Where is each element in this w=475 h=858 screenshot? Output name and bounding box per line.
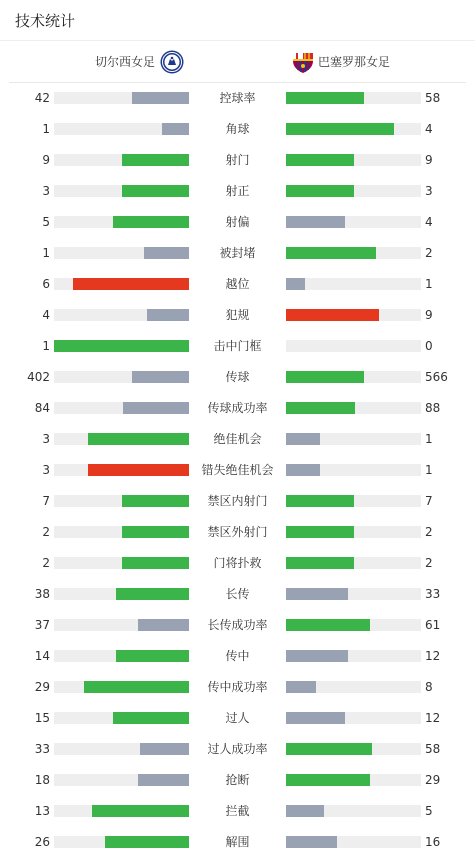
away-bar-fill	[286, 526, 354, 538]
home-bar-fill	[147, 309, 189, 321]
away-value: 88	[425, 401, 441, 415]
stat-row	[0, 672, 475, 703]
home-bar-track	[54, 402, 189, 414]
home-bar-fill	[140, 743, 189, 755]
home-bar-track	[54, 433, 189, 445]
home-bar-fill	[138, 619, 189, 631]
away-value: 3	[425, 184, 433, 198]
stat-row	[0, 486, 475, 517]
away-bar-fill	[286, 774, 370, 786]
home-value: 42	[34, 91, 50, 105]
away-bar-track	[286, 185, 421, 197]
home-bar-track	[54, 309, 189, 321]
away-bar-track	[286, 557, 421, 569]
away-value: 0	[425, 339, 433, 353]
home-bar-track	[54, 371, 189, 383]
away-bar-track	[286, 743, 421, 755]
stat-row	[0, 765, 475, 796]
away-bar-track	[286, 495, 421, 507]
home-value: 18	[34, 773, 50, 787]
home-bar-fill	[122, 185, 190, 197]
stat-label: 射偏	[225, 215, 250, 229]
home-value: 15	[34, 711, 50, 725]
stat-label: 长传成功率	[207, 618, 268, 632]
home-value: 29	[34, 680, 50, 694]
home-bar-fill	[122, 495, 190, 507]
home-value: 14	[34, 649, 50, 663]
away-bar-fill	[286, 464, 320, 476]
away-bar-track	[286, 154, 421, 166]
home-bar-track	[54, 557, 189, 569]
home-value: 37	[34, 618, 50, 632]
home-bar-fill	[122, 526, 190, 538]
home-value: 402	[27, 370, 50, 384]
stat-label: 解围	[225, 835, 250, 849]
away-bar-track	[286, 371, 421, 383]
stat-label: 传球成功率	[207, 401, 268, 415]
home-value: 7	[42, 494, 50, 508]
home-bar-fill	[162, 123, 189, 135]
home-bar-fill	[138, 774, 189, 786]
away-bar-track	[286, 619, 421, 631]
away-bar-fill	[286, 123, 394, 135]
stat-row	[0, 269, 475, 300]
stat-label: 控球率	[219, 91, 256, 105]
home-bar-fill	[122, 557, 190, 569]
home-value: 38	[34, 587, 50, 601]
home-value: 26	[34, 835, 50, 849]
stats-header	[0, 0, 475, 41]
away-bar-fill	[286, 805, 324, 817]
home-bar-track	[54, 743, 189, 755]
away-value: 9	[425, 308, 433, 322]
away-team[interactable]	[291, 41, 390, 82]
home-bar-track	[54, 216, 189, 228]
home-bar-fill	[113, 712, 189, 724]
away-value: 1	[425, 277, 433, 291]
home-value: 5	[42, 215, 50, 229]
home-bar-fill	[88, 433, 189, 445]
away-bar-fill	[286, 712, 345, 724]
home-value: 4	[42, 308, 50, 322]
away-value: 1	[425, 463, 433, 477]
stats-list	[0, 83, 475, 858]
away-bar-fill	[286, 278, 305, 290]
stat-row	[0, 796, 475, 827]
stat-row	[0, 393, 475, 424]
home-value: 13	[34, 804, 50, 818]
away-value: 12	[425, 711, 441, 725]
stat-label: 越位	[225, 277, 250, 291]
away-bar-fill	[286, 588, 348, 600]
stat-label: 禁区外射门	[207, 525, 268, 539]
home-bar-track	[54, 650, 189, 662]
away-bar-fill	[286, 433, 320, 445]
away-value: 4	[425, 122, 433, 136]
stat-label: 禁区内射门	[207, 494, 268, 508]
away-bar-track	[286, 433, 421, 445]
stat-row	[0, 548, 475, 579]
stat-label: 拦截	[225, 804, 250, 818]
home-bar-fill	[88, 464, 189, 476]
home-bar-track	[54, 340, 189, 352]
stat-row	[0, 703, 475, 734]
away-value: 12	[425, 649, 441, 663]
away-value: 33	[425, 587, 441, 601]
away-value: 2	[425, 556, 433, 570]
barcelona-crest-icon	[291, 50, 315, 74]
away-value: 58	[425, 742, 441, 756]
stat-label: 传球	[225, 370, 250, 384]
stat-label: 绝佳机会	[213, 432, 262, 446]
away-value: 566	[425, 370, 448, 384]
home-bar-fill	[132, 371, 189, 383]
stat-label: 过人成功率	[207, 742, 268, 756]
home-team-name: 切尔西女足	[94, 55, 155, 69]
home-bar-track	[54, 464, 189, 476]
stat-label: 长传	[225, 587, 250, 601]
stat-row	[0, 424, 475, 455]
home-value: 1	[42, 246, 50, 260]
stat-row	[0, 579, 475, 610]
stat-row	[0, 114, 475, 145]
chelsea-crest-icon	[160, 50, 184, 74]
away-bar-fill	[286, 247, 376, 259]
home-bar-track	[54, 154, 189, 166]
away-bar-fill	[286, 836, 337, 848]
away-bar-track	[286, 464, 421, 476]
home-value: 2	[42, 556, 50, 570]
home-bar-track	[54, 712, 189, 724]
away-value: 61	[425, 618, 441, 632]
away-team-name: 巴塞罗那女足	[318, 55, 391, 69]
home-bar-fill	[105, 836, 189, 848]
stat-row	[0, 362, 475, 393]
stat-row	[0, 238, 475, 269]
home-bar-fill	[144, 247, 189, 259]
away-bar-track	[286, 805, 421, 817]
home-bar-track	[54, 836, 189, 848]
home-bar-fill	[132, 92, 189, 104]
away-bar-fill	[286, 557, 354, 569]
away-bar-fill	[286, 154, 354, 166]
away-bar-track	[286, 836, 421, 848]
home-value: 1	[42, 339, 50, 353]
home-bar-track	[54, 774, 189, 786]
home-value: 84	[34, 401, 50, 415]
away-value: 9	[425, 153, 433, 167]
away-bar-track	[286, 712, 421, 724]
away-bar-fill	[286, 309, 379, 321]
stat-row	[0, 610, 475, 641]
home-bar-fill	[113, 216, 189, 228]
stat-row	[0, 145, 475, 176]
stat-label: 传中成功率	[207, 680, 268, 694]
home-bar-track	[54, 185, 189, 197]
home-value: 9	[42, 153, 50, 167]
away-value: 2	[425, 525, 433, 539]
home-value: 33	[34, 742, 50, 756]
away-bar-fill	[286, 681, 316, 693]
away-bar-track	[286, 402, 421, 414]
home-value: 1	[42, 122, 50, 136]
stat-label: 抢断	[225, 773, 250, 787]
away-value: 58	[425, 91, 441, 105]
stat-row	[0, 176, 475, 207]
away-value: 5	[425, 804, 433, 818]
stat-row	[0, 207, 475, 238]
away-bar-track	[286, 774, 421, 786]
stat-label: 射正	[225, 184, 250, 198]
home-bar-track	[54, 278, 189, 290]
stat-label: 传中	[225, 649, 250, 663]
away-bar-fill	[286, 650, 348, 662]
home-bar-track	[54, 495, 189, 507]
away-bar-track	[286, 526, 421, 538]
stat-row	[0, 827, 475, 858]
home-value: 2	[42, 525, 50, 539]
away-bar-track	[286, 340, 421, 352]
away-bar-track	[286, 681, 421, 693]
home-bar-fill	[122, 154, 190, 166]
stat-row	[0, 331, 475, 362]
home-bar-track	[54, 681, 189, 693]
stat-label: 过人	[225, 711, 250, 725]
away-bar-fill	[286, 92, 364, 104]
home-bar-fill	[73, 278, 189, 290]
away-value: 16	[425, 835, 441, 849]
home-bar-fill	[116, 650, 189, 662]
home-bar-track	[54, 123, 189, 135]
away-value: 4	[425, 215, 433, 229]
away-bar-track	[286, 588, 421, 600]
home-value: 3	[42, 432, 50, 446]
away-value: 7	[425, 494, 433, 508]
stat-row	[0, 300, 475, 331]
home-bar-track	[54, 805, 189, 817]
away-bar-track	[286, 216, 421, 228]
away-bar-fill	[286, 495, 354, 507]
stat-row	[0, 734, 475, 765]
home-bar-fill	[54, 340, 189, 352]
stat-row	[0, 455, 475, 486]
away-bar-fill	[286, 743, 372, 755]
home-team[interactable]	[95, 41, 184, 82]
away-bar-track	[286, 92, 421, 104]
home-value: 3	[42, 463, 50, 477]
stat-label: 错失绝佳机会	[201, 463, 274, 477]
away-bar-track	[286, 123, 421, 135]
home-bar-fill	[92, 805, 189, 817]
stat-label: 犯规	[225, 308, 250, 322]
home-bar-fill	[116, 588, 189, 600]
stat-label: 击中门框	[213, 339, 262, 353]
stat-row	[0, 641, 475, 672]
home-bar-track	[54, 619, 189, 631]
away-bar-fill	[286, 216, 345, 228]
page-title: 技术统计	[15, 11, 76, 30]
home-bar-fill	[123, 402, 189, 414]
home-bar-track	[54, 247, 189, 259]
away-value: 1	[425, 432, 433, 446]
away-value: 8	[425, 680, 433, 694]
away-bar-fill	[286, 371, 364, 383]
stat-row	[0, 83, 475, 114]
teams-bar	[9, 41, 466, 83]
away-value: 29	[425, 773, 441, 787]
stat-label: 被封堵	[219, 246, 256, 260]
stat-row	[0, 517, 475, 548]
home-bar-track	[54, 526, 189, 538]
away-bar-track	[286, 650, 421, 662]
away-bar-track	[286, 309, 421, 321]
stat-label: 角球	[225, 122, 250, 136]
stat-label: 门将扑救	[213, 556, 262, 570]
stat-label: 射门	[225, 153, 250, 167]
home-bar-track	[54, 588, 189, 600]
away-bar-track	[286, 247, 421, 259]
home-value: 3	[42, 184, 50, 198]
home-bar-fill	[84, 681, 189, 693]
away-bar-track	[286, 278, 421, 290]
home-value: 6	[42, 277, 50, 291]
away-bar-fill	[286, 185, 354, 197]
away-value: 2	[425, 246, 433, 260]
home-bar-track	[54, 92, 189, 104]
away-bar-fill	[286, 402, 355, 414]
away-bar-fill	[286, 619, 370, 631]
